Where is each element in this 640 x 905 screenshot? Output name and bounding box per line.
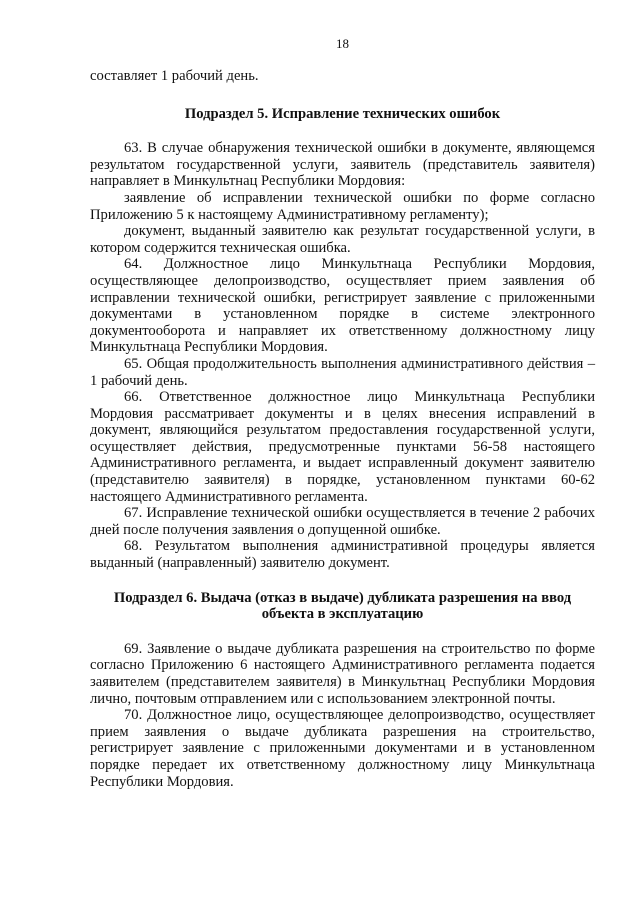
- paragraph-69: 69. Заявление о выдаче дубликата разрешения на строительство по форме согласно Приложению 6 настоящего Административного регламента подается заявителем (представителем заявителя) в Минкультнац Республики Мордовия лично, почтовым отправлением или с использованием электронной почты.: [90, 640, 595, 707]
- paragraph-70: 70. Должностное лицо, осуществляющее делопроизводство, осуществляет прием заявления о выдаче дубликата разрешения на строительство, регистрирует заявление с приложенными документами и в установленном порядке передает их ответственному должностному лицу Минкультнаца Республики Мордовия.: [90, 707, 595, 790]
- page-number: 18: [336, 36, 349, 51]
- subsection-5-title: Подраздел 5. Исправление технических ошибок: [184, 105, 501, 122]
- paragraph-65: 65. Общая продолжительность выполнения административного действия – 1 рабочий день.: [90, 355, 595, 389]
- paragraph-66: 66. Ответственное должностное лицо Минкультнаца Республики Мордовия рассматривает документы и в целях внесения исправлений в документ, являющийся результатом предоставления государственной услуги, осуществляет действия, предусмотренные пунктами 56-58 настоящего Административного регламента, и выдает исправленный документ заявителю (представителю заявителя) в порядке, установленном пунктами 60-62 настоящего Административного регламента.: [90, 389, 595, 505]
- paragraph-68: 68. Результатом выполнения административной процедуры является выданный (направленный) заявителю документ.: [90, 538, 595, 572]
- subsection-6-title: Подраздел 6. Выдача (отказ в выдаче) дубликата разрешения на ввод объекта в эксплуатацию: [113, 589, 572, 623]
- continuation-line: составляет 1 рабочий день.: [90, 68, 259, 84]
- paragraph-63: 63. В случае обнаружения технической ошибки в документе, являющемся результатом государственной услуги, заявитель (представитель заявителя) направляет в Минкультнац Республики Мордовия:: [90, 140, 595, 190]
- paragraph-64: 64. Должностное лицо Минкультнаца Республики Мордовия, осуществляющее делопроизводство, осуществляет прием заявления об исправлении технической ошибки, регистрирует заявление с приложенными документами в установленном порядке в системе электронного документооборота и направляет их ответственному должностному лицу Минкультнаца Республики Мордовия.: [90, 256, 595, 356]
- paragraph-63-item-1: заявление об исправлении технической ошибки по форме согласно Приложению 5 к настоящему Административному регламенту);: [90, 189, 595, 223]
- page-content: [90, 68, 595, 790]
- paragraph-67: 67. Исправление технической ошибки осуществляется в течение 2 рабочих дней после получения заявления о допущенной ошибке.: [90, 505, 595, 538]
- paragraph-63-item-2: документ, выданный заявителю как результат государственной услуги, в котором содержится техническая ошибка.: [90, 223, 595, 256]
